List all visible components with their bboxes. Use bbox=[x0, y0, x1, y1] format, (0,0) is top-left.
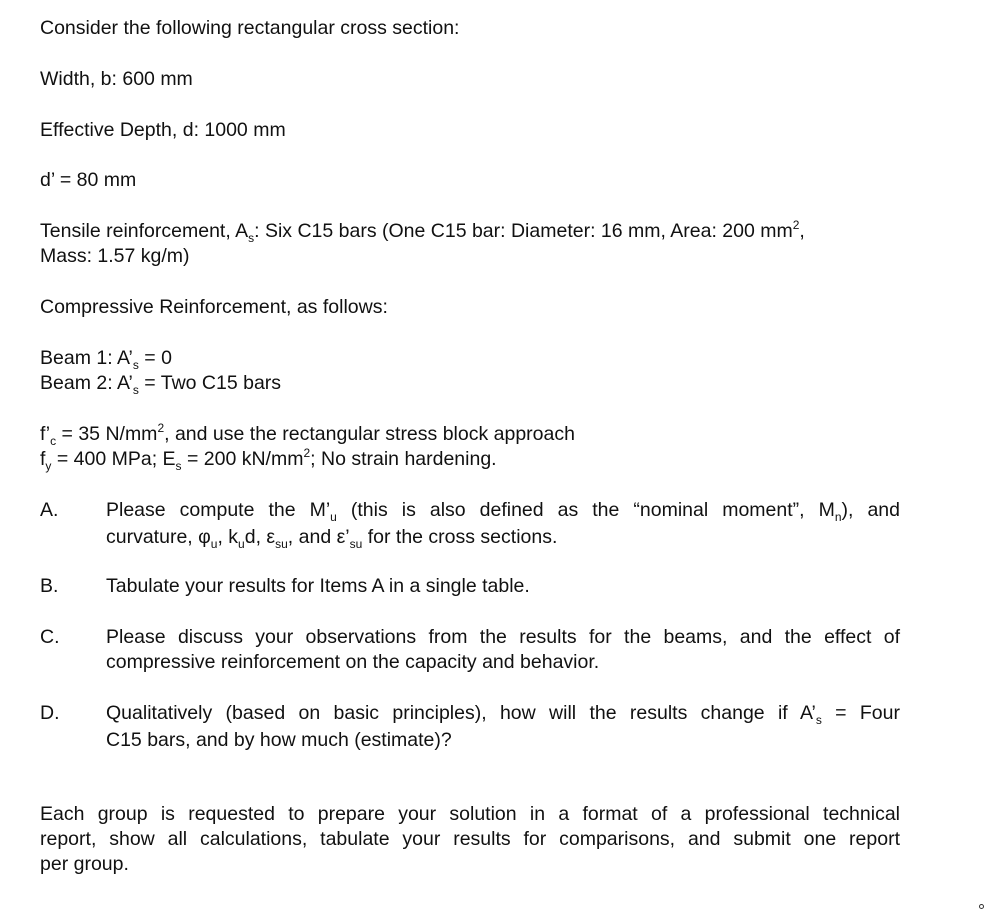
item-b-letter: B. bbox=[40, 575, 59, 597]
item-a-line1 bbox=[106, 498, 900, 525]
fc-text bbox=[40, 422, 575, 449]
tensile-mid: : Six C15 bars (One C15 bar: Diameter: 16 mm, Area: 200 mm bbox=[254, 220, 793, 242]
fc-a: f’ bbox=[40, 423, 51, 445]
item-a-line2 bbox=[106, 525, 900, 552]
fy-sub1: y bbox=[45, 459, 52, 473]
dprime-text: d’ = 80 mm bbox=[40, 169, 137, 191]
fc-sub: c bbox=[50, 434, 57, 448]
item-a-l2sub1: u bbox=[210, 537, 218, 551]
item-a-l1a: Please compute the M’ bbox=[106, 499, 331, 521]
item-a-l2d: , and ε’ bbox=[287, 526, 350, 548]
closing-line2: report, show all calculations, tabulate your results for comparisons, and submit one report bbox=[40, 828, 900, 850]
item-a-l2sub4: su bbox=[349, 537, 363, 551]
closing-line1: Each group is requested to prepare your solution in a format of a professional technical bbox=[40, 803, 900, 825]
closing-line3: per group. bbox=[40, 853, 129, 875]
item-c-line2: compressive reinforcement on the capacity and behavior. bbox=[106, 651, 600, 673]
item-a-l1sub1: u bbox=[330, 510, 337, 524]
fc-b: = 35 N/mm bbox=[56, 423, 158, 445]
tensile-sup: 2 bbox=[792, 218, 800, 232]
item-a-l1c: ), and bbox=[841, 499, 900, 521]
fy-sub2: s bbox=[175, 459, 182, 473]
fy-a: f bbox=[40, 448, 46, 470]
closing-paragraph bbox=[40, 802, 900, 877]
tensile-end: , bbox=[799, 220, 805, 242]
beam2-rest: = Two C15 bars bbox=[138, 372, 282, 394]
item-a-l2sub3: su bbox=[275, 537, 288, 551]
item-a-l2sub2: u bbox=[238, 537, 245, 551]
item-d-line1 bbox=[106, 701, 900, 728]
item-c-line1: Please discuss your observations from the results for the beams, and the effect of bbox=[106, 626, 900, 648]
item-d-letter: D. bbox=[40, 702, 60, 724]
width-text: Width, b: 600 mm bbox=[40, 68, 193, 90]
beam2-sub: s bbox=[132, 383, 139, 397]
item-a-l2a: curvature, φ bbox=[106, 526, 211, 548]
item-a-l2b: , k bbox=[217, 526, 239, 548]
item-b-text: Tabulate your results for Items A in a single table. bbox=[106, 575, 530, 597]
tensile-sub: s bbox=[248, 231, 255, 245]
fy-d: ; No strain hardening. bbox=[310, 448, 497, 470]
item-b-body bbox=[106, 574, 900, 599]
depth-text: Effective Depth, d: 1000 mm bbox=[40, 119, 286, 141]
compressive-heading: Compressive Reinforcement, as follows: bbox=[40, 296, 388, 318]
fc-c: , and use the rectangular stress block approach bbox=[164, 423, 575, 445]
beam1-rest: = 0 bbox=[138, 347, 172, 369]
beam2-prefix: Beam 2: A’ bbox=[40, 372, 133, 394]
item-c-letter: C. bbox=[40, 626, 60, 648]
fc-sup: 2 bbox=[157, 421, 165, 435]
corner-dot-mark bbox=[979, 904, 984, 909]
item-a-letter: A. bbox=[40, 499, 59, 521]
beam2-text bbox=[40, 371, 281, 398]
beam1-prefix: Beam 1: A’ bbox=[40, 347, 133, 369]
item-d-l1a: Qualitatively (based on basic principles), how will the results change if A’ bbox=[106, 702, 816, 724]
fy-sup: 2 bbox=[303, 446, 311, 460]
item-a-l2c: d, ε bbox=[244, 526, 276, 548]
item-d-body bbox=[106, 701, 900, 753]
tensile-reinforcement-line2: Mass: 1.57 kg/m) bbox=[40, 245, 190, 267]
intro-text: Consider the following rectangular cross section: bbox=[40, 17, 460, 39]
item-a-l1sub2: n bbox=[834, 510, 842, 524]
item-c-body bbox=[106, 625, 900, 675]
item-d-l1b: = Four bbox=[821, 702, 900, 724]
fy-b: = 400 MPa; E bbox=[51, 448, 176, 470]
item-a-l1b: (this is also defined as the “nominal moment”, M bbox=[336, 499, 835, 521]
item-d-line2: C15 bars, and by how much (estimate)? bbox=[106, 729, 452, 751]
item-a-l2e: for the cross sections. bbox=[362, 526, 558, 548]
tensile-reinforcement-line1 bbox=[40, 219, 805, 246]
item-d-l1sub: s bbox=[815, 713, 822, 727]
fy-text bbox=[40, 447, 497, 474]
beam1-text bbox=[40, 346, 172, 373]
fy-c: = 200 kN/mm bbox=[181, 448, 304, 470]
tensile-prefix: Tensile reinforcement, A bbox=[40, 220, 249, 242]
item-a-body bbox=[106, 498, 900, 552]
beam1-sub: s bbox=[132, 358, 139, 372]
